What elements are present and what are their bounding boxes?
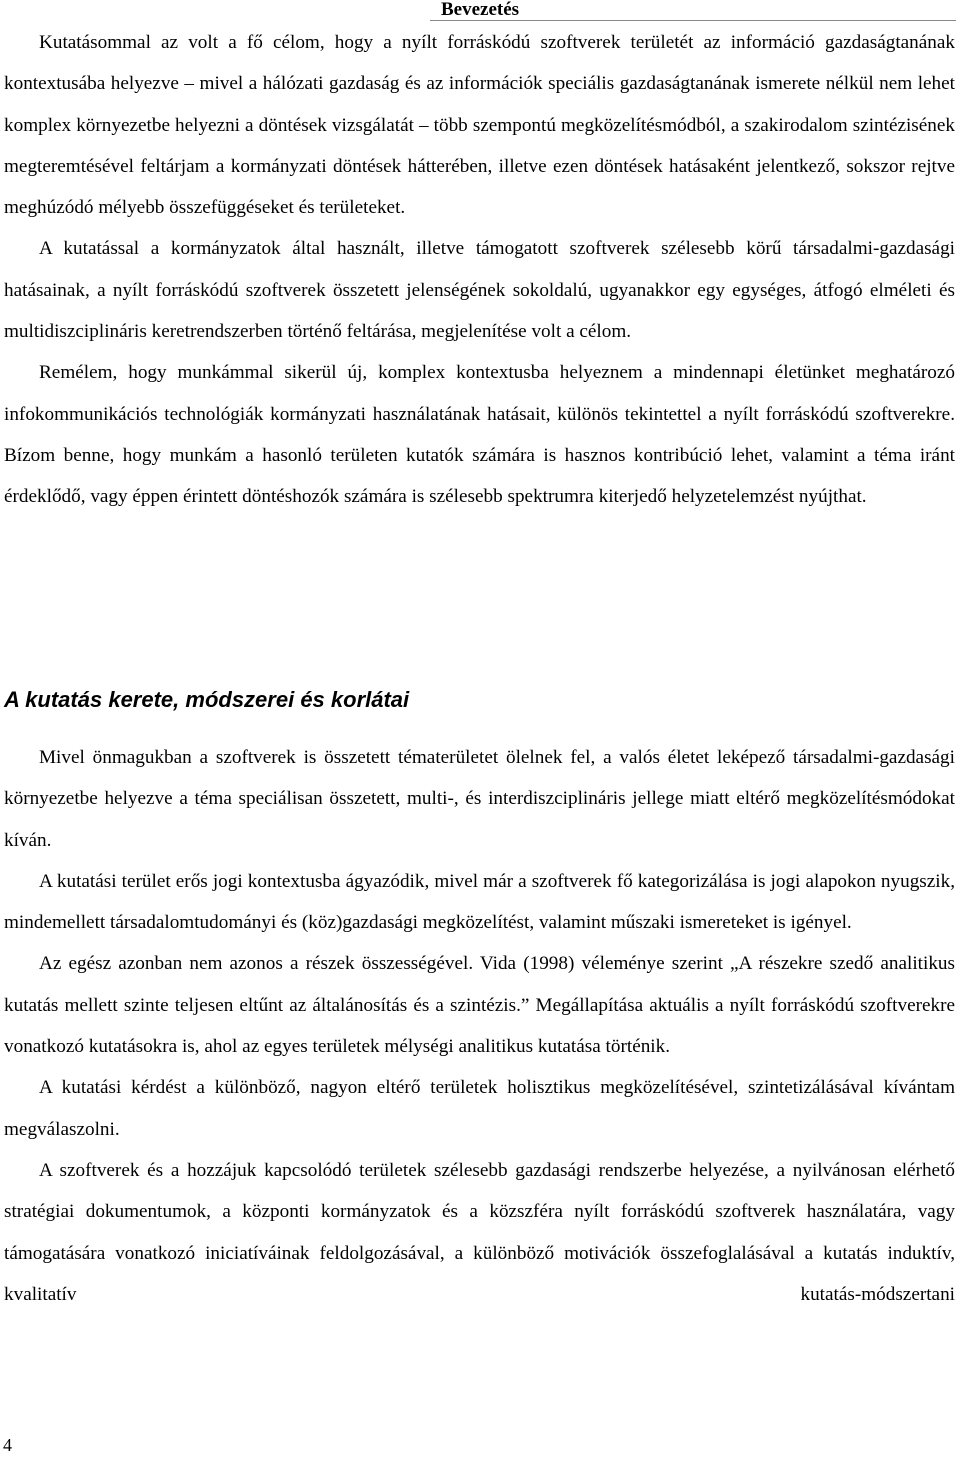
intro-section [4,22,955,518]
section-paragraph-1: Mivel önmagukban a szoftverek is összetett tématerületet ölelnek fel, a valós életet leképező társadalmi-gazdasági környezetbe helyezve a téma speciálisan összetett, multi-, és interdiszciplináris jellege miatt eltérő megközelítésmódokat kíván. [4,747,955,851]
intro-paragraph-2: A kutatással a kormányzatok által használt, illetve támogatott szoftverek szélesebb körű társadalmi-gazdasági hatásainak, a nyílt forráskódú szoftverek összetett jelenségének sokoldalú, ugyanakkor egy egységes, átfogó elméleti és multidiszciplináris keretrendszerben történő feltárása, megjelenítése volt a célom. [4,238,955,343]
page-number: 4 [3,1435,12,1455]
section-heading: A kutatás kerete, módszerei és korlátai [4,687,410,712]
header-divider [430,20,956,21]
section-paragraph-4: A kutatási kérdést a különböző, nagyon eltérő területek holisztikus megközelítésével, szintetizálásával kívántam megválaszolni. [4,1077,955,1140]
section-paragraph-3: Az egész azonban nem azonos a részek összességével. Vida (1998) véleménye szerint „A részekre szedő analitikus kutatás mellett szinte teljesen eltűnt az általánosítás és a szintézis.” Megállapítása aktuális a nyílt forráskódú szoftverekre vonatkozó kutatásokra is, ahol az egyes területek mélységi analitikus kutatása történik. [4,953,955,1058]
page-header [0,0,960,22]
section-body [4,737,955,1315]
section-paragraph-5: A szoftverek és a hozzájuk kapcsolódó területek szélesebb gazdasági rendszerbe helyezése, a nyilvánosan elérhető stratégiai dokumentumok, a központi kormányzatok és a közszféra nyílt forráskódú szoftverek használatára, vagy támogatására vonatkozó iniciatíváinak feldolgozásával, a különböző motivációk összefoglalásával a kutatás induktív, kvalitatív kutatás-módszertani [4,1159,955,1305]
intro-paragraph-1: Kutatásommal az volt a fő célom, hogy a nyílt forráskódú szoftverek területét az információ gazdaságtanának kontextusába helyezve – mivel a hálózati gazdaság és az információk speciális gazdaságtanának ismerete nélkül nem lehet komplex környezetbe helyezni a döntések vizsgálatát – több szempontú megközelítésmódból, a szakirodalom szintézisének megteremtésével feltárjam a kormányzati döntések hátterében, illetve ezen döntések hatásaként jelentkező, sokszor rejtve meghúzódó mélyebb összefüggéseket és területeket. [4,32,955,219]
intro-paragraph-3: Remélem, hogy munkámmal sikerül új, komplex kontextusba helyeznem a mindennapi életünket meghatározó infokommunikációs technológiák kormányzati használatának hatásait, különös tekintettel a nyílt forráskódú szoftverekre. Bízom benne, hogy munkám a hasonló területen kutatók számára is hasznos kontribúció lehet, valamint a téma iránt érdeklődő, vagy éppen érintett döntéshozók számára is szélesebb spektrumra kiterjedő helyzetelemzést nyújthat. [4,362,955,508]
page-title: Bevezetés [440,0,520,20]
section-paragraph-2: A kutatási terület erős jogi kontextusba ágyazódik, mivel már a szoftverek fő kategorizálása is jogi alapokon nyugszik, mindemellett társadalomtudományi és (köz)gazdasági megközelítést, valamint műszaki ismereteket is igényel. [4,870,955,934]
